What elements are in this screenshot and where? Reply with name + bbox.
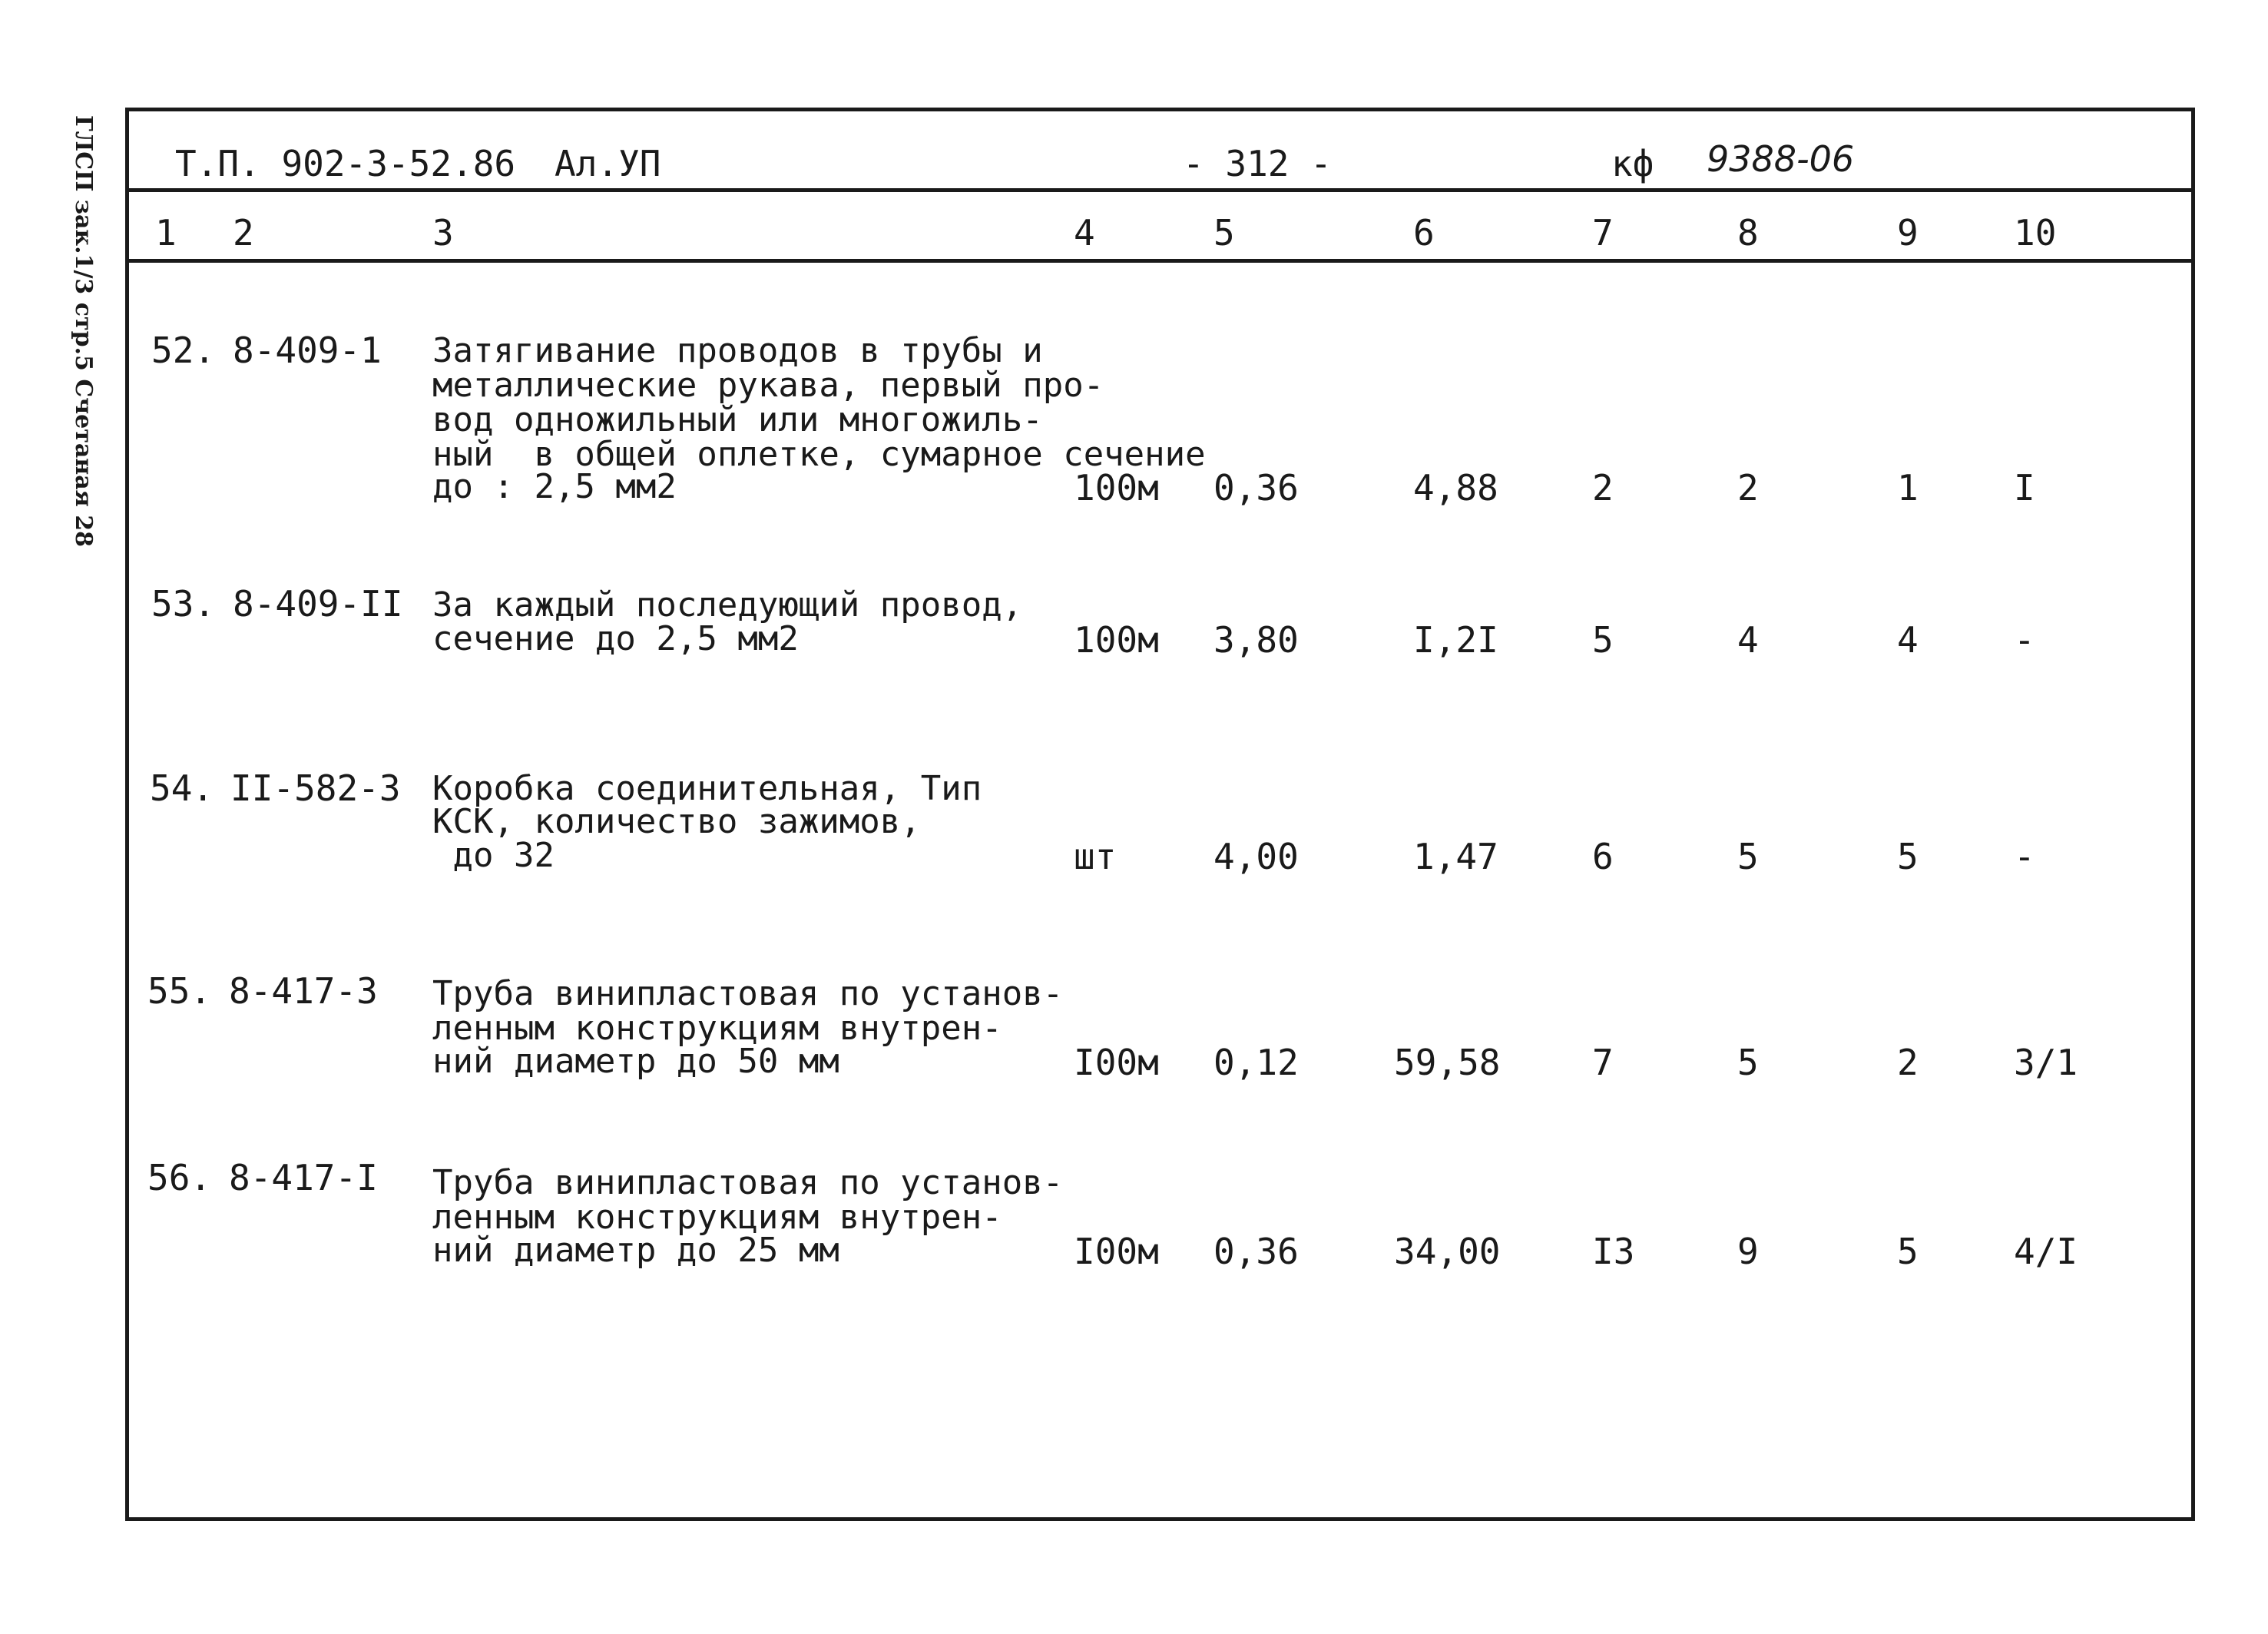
row-col8: 5 [1737, 1042, 1759, 1083]
row-col7: 7 [1592, 1042, 1614, 1083]
row-description-line: Затягивание проводов в трубы и [432, 331, 1043, 370]
row-number: 53. [151, 583, 216, 625]
column-header: 9 [1897, 212, 1919, 254]
column-header: 5 [1213, 212, 1235, 254]
row-col9: 2 [1897, 1042, 1919, 1083]
column-header: 4 [1074, 212, 1095, 254]
row-col10: 3/1 [2014, 1042, 2078, 1083]
row-col7: 2 [1592, 467, 1614, 509]
column-header: 8 [1737, 212, 1759, 254]
row-description-line: КСК, количество зажимов, [432, 802, 921, 841]
row-number: 54. [150, 767, 214, 809]
row-description-line: вод одножильный или многожиль- [432, 400, 1043, 439]
margin-note-text: ГЛСП зак.1/3 стр.5 Счетаная 28 [70, 115, 97, 548]
row-code: 8-417-I [229, 1157, 378, 1198]
row-quantity: 0,12 [1213, 1042, 1299, 1083]
row-col9: 5 [1897, 1231, 1919, 1272]
row-col10: 4/I [2014, 1231, 2078, 1272]
row-quantity: 0,36 [1213, 1231, 1299, 1272]
row-code: 8-409-1 [233, 330, 382, 371]
page-number: - 312 - [1183, 143, 1332, 184]
column-header-divider [125, 259, 2195, 263]
row-col9: 1 [1897, 467, 1919, 509]
kf-number: 9388-06 [1707, 138, 1855, 180]
row-col8: 2 [1737, 467, 1759, 509]
row-description-line: За каждый последующий провод, [432, 585, 1023, 625]
column-header: 7 [1592, 212, 1614, 254]
row-col7: 6 [1592, 836, 1614, 877]
row-description-line: Труба винипластовая по установ- [432, 1163, 1064, 1202]
row-quantity: 4,00 [1213, 836, 1299, 877]
row-col8: 4 [1737, 619, 1759, 661]
row-col10: I [2014, 467, 2035, 509]
row-code: 8-409-II [233, 583, 403, 625]
row-price: 59,58 [1394, 1042, 1501, 1083]
row-quantity: 0,36 [1213, 467, 1299, 509]
row-quantity: 3,80 [1213, 619, 1299, 661]
row-col8: 9 [1737, 1231, 1759, 1272]
row-description-line: ленным конструкциям внутрен- [432, 1198, 1002, 1237]
column-header: 2 [233, 212, 254, 254]
row-description-line: ний диаметр до 25 мм [432, 1231, 839, 1270]
row-col7: I3 [1592, 1231, 1635, 1272]
row-unit: шт [1074, 836, 1117, 877]
row-description-line: Труба винипластовая по установ- [432, 974, 1064, 1013]
row-unit: 100м [1074, 619, 1159, 661]
row-description-line: ленным конструкциям внутрен- [432, 1009, 1002, 1048]
row-price: 34,00 [1394, 1231, 1501, 1272]
row-number: 55. [147, 970, 212, 1012]
row-col9: 5 [1897, 836, 1919, 877]
column-header: 6 [1413, 212, 1435, 254]
kf-label: кф [1611, 143, 1654, 184]
row-col7: 5 [1592, 619, 1614, 661]
doc-code: Т.П. 902-3-52.86 [175, 143, 516, 184]
column-header: 1 [155, 212, 177, 254]
row-code: II-582-3 [230, 767, 401, 809]
margin-note [61, 115, 108, 548]
row-unit: 100м [1074, 467, 1159, 509]
row-unit: I00м [1074, 1042, 1159, 1083]
row-description-line: ный в общей оплетке, сумарное сечение [432, 435, 1206, 474]
column-header: 3 [432, 212, 454, 254]
row-code: 8-417-3 [229, 970, 378, 1012]
row-col8: 5 [1737, 836, 1759, 877]
row-price: 4,88 [1413, 467, 1498, 509]
row-description-line: до 32 [432, 836, 555, 875]
column-header: 10 [2014, 212, 2057, 254]
row-number: 56. [147, 1157, 212, 1198]
row-description-line: металлические рукава, первый про- [432, 366, 1104, 405]
header-divider [125, 188, 2195, 192]
album-label: Ал.УП [555, 143, 661, 184]
row-description-line: Коробка соединительная, Тип [432, 769, 982, 808]
row-unit: I00м [1074, 1231, 1159, 1272]
row-price: I,2I [1413, 619, 1498, 661]
row-number: 52. [151, 330, 216, 371]
row-description-line: сечение до 2,5 мм2 [432, 619, 799, 658]
row-col10: - [2014, 619, 2035, 661]
row-col10: - [2014, 836, 2035, 877]
row-description-line: до : 2,5 мм2 [432, 467, 677, 506]
row-description-line: ний диаметр до 50 мм [432, 1042, 839, 1081]
row-col9: 4 [1897, 619, 1919, 661]
row-price: 1,47 [1413, 836, 1498, 877]
